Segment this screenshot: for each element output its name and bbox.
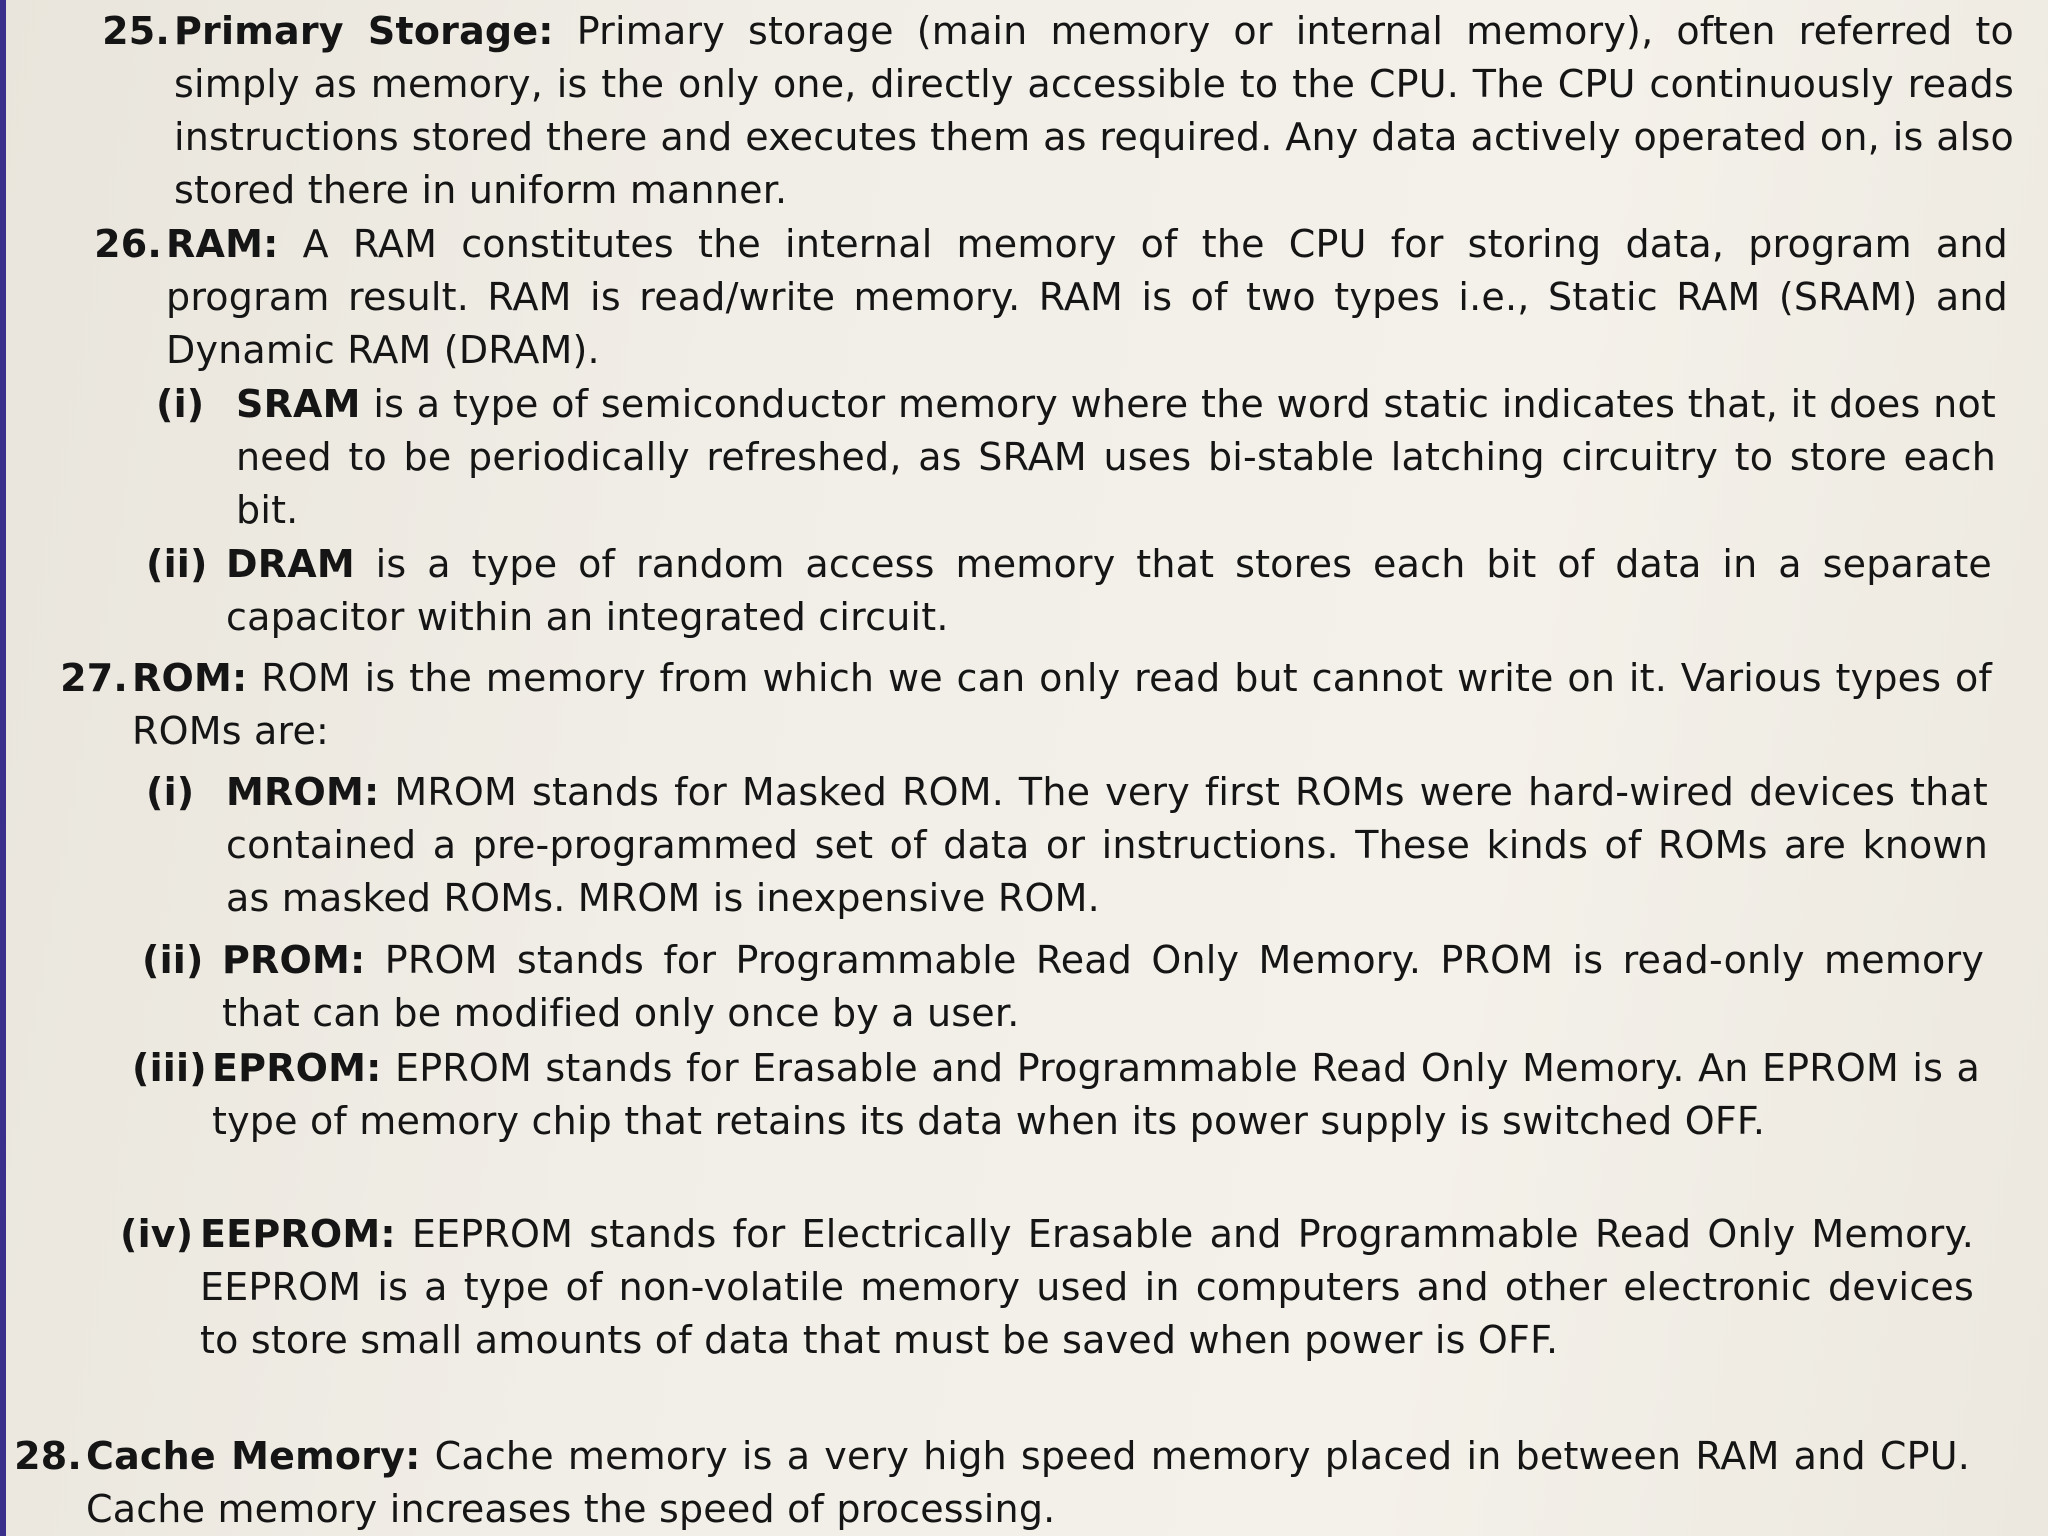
sub-item-paragraph <box>222 934 1984 1040</box>
item-term: Cache Memory: <box>86 1434 421 1478</box>
item-number: 27. <box>60 656 128 700</box>
sub-item-paragraph <box>226 538 1992 644</box>
sub-item-term: PROM: <box>222 938 366 982</box>
item-paragraph <box>132 652 1992 758</box>
item-paragraph <box>86 1430 1970 1536</box>
sub-item-mrom <box>146 766 1988 925</box>
sub-item-eprom <box>132 1042 1980 1148</box>
sub-item-text: MROM stands for Masked ROM. The very first ROMs were hard-wired devices that contained a pre-programmed set of data or instructions. These kinds of ROMs are known as masked ROMs. MROM is inexpensive ROM. <box>226 770 1988 920</box>
sub-item-number: (i) <box>146 770 195 814</box>
item-term: ROM: <box>132 656 248 700</box>
sub-item-term: SRAM <box>236 382 361 426</box>
sub-item-term: EPROM: <box>212 1046 382 1090</box>
item-paragraph <box>166 218 2008 377</box>
sub-item-number: (ii) <box>142 938 204 982</box>
sub-item-text: is a type of random access memory that stores each bit of data in a separate capacitor within an integrated circuit. <box>226 542 1992 639</box>
sub-item-paragraph <box>236 378 1996 537</box>
sub-item-text: EEPROM stands for Electrically Erasable and Programmable Read Only Memory. EEPROM is a type of non-volatile memory used in computers and other electronic devices to store small amounts of data that must be saved when power is OFF. <box>200 1212 1975 1362</box>
sub-item-paragraph <box>226 766 1988 925</box>
sub-item-prom <box>142 934 1985 1040</box>
list-item-26 <box>94 218 2008 377</box>
sub-item-eeprom <box>120 1208 1975 1367</box>
item-number: 28. <box>14 1434 82 1478</box>
list-item-25 <box>102 5 2014 217</box>
list-item-28 <box>14 1430 1970 1536</box>
item-number: 26. <box>94 222 162 266</box>
item-term: Primary Storage: <box>174 9 554 53</box>
sub-item-number: (ii) <box>146 542 208 586</box>
item-text: ROM is the memory from which we can only read but cannot write on it. Various types of ROMs are: <box>132 656 1992 753</box>
sub-item-dram <box>146 538 1992 644</box>
item-term: RAM: <box>166 222 279 266</box>
sub-item-paragraph <box>212 1042 1980 1148</box>
item-text: A RAM constitutes the internal memory of the CPU for storing data, program and program result. RAM is read/write memory. RAM is of two types i.e., Static RAM (SRAM) and Dynamic RAM (DRAM). <box>166 222 2008 372</box>
sub-item-term: MROM: <box>226 770 380 814</box>
sub-item-term: DRAM <box>226 542 355 586</box>
item-paragraph <box>174 5 2014 217</box>
sub-item-text: EPROM stands for Erasable and Programmable Read Only Memory. An EPROM is a type of memory chip that retains its data when its power supply is switched OFF. <box>212 1046 1980 1143</box>
item-number: 25. <box>102 9 170 53</box>
sub-item-number: (iii) <box>132 1046 207 1090</box>
sub-item-term: EEPROM: <box>200 1212 396 1256</box>
sub-item-paragraph <box>200 1208 1974 1367</box>
sub-item-text: PROM stands for Programmable Read Only Memory. PROM is read-only memory that can be modified only once by a user. <box>222 938 1985 1035</box>
item-text: Primary storage (main memory or internal memory), often referred to simply as memory, is the only one, directly accessible to the CPU. The CPU continuously reads instructions stored there and executes them as required. Any data actively operated on, is also stored there in uniform manner. <box>174 9 2014 212</box>
sub-item-sram <box>156 378 1997 537</box>
item-text: Cache memory is a very high speed memory placed in between RAM and CPU. Cache memory increases the speed of processing. <box>86 1434 1970 1531</box>
sub-item-number: (i) <box>156 382 205 426</box>
sub-item-number: (iv) <box>120 1212 194 1256</box>
sub-item-text: is a type of semiconductor memory where the word static indicates that, it does not need to be periodically refreshed, as SRAM uses bi-stable latching circuitry to store each bit. <box>236 382 1997 532</box>
list-item-27 <box>60 652 1992 758</box>
